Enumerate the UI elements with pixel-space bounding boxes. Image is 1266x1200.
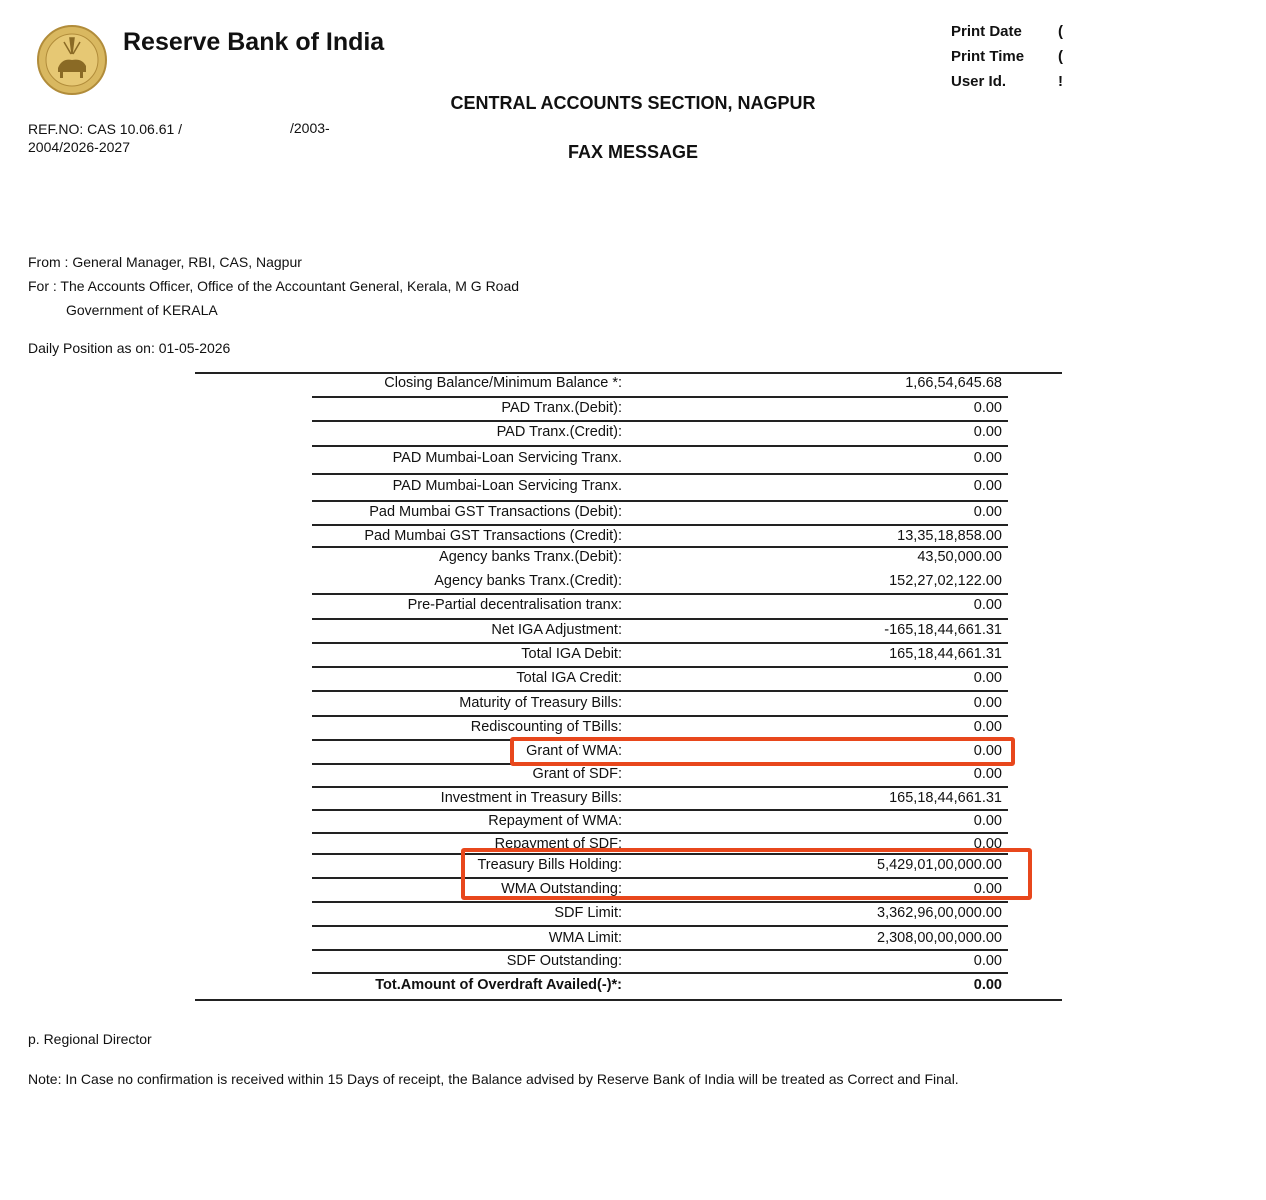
print-date-label: Print Date <box>951 23 1022 40</box>
row-label: SDF Outstanding: <box>506 953 622 969</box>
row-divider <box>312 925 1008 927</box>
government-line: Government of KERALA <box>66 302 218 318</box>
row-value: 0.00 <box>973 670 1002 686</box>
row-divider <box>312 524 1008 526</box>
row-divider <box>312 949 1008 951</box>
row-value: -165,18,44,661.31 <box>884 622 1002 638</box>
row-label: Agency banks Tranx.(Credit): <box>434 573 622 589</box>
row-value: 3,362,96,00,000.00 <box>877 905 1002 921</box>
print-time-value: ( <box>1058 48 1063 65</box>
row-value: 0.00 <box>973 450 1002 466</box>
signatory: p. Regional Director <box>28 1031 152 1047</box>
row-value: 0.00 <box>973 400 1002 416</box>
bank-name: Reserve Bank of India <box>123 28 385 56</box>
row-value: 0.00 <box>973 597 1002 613</box>
row-divider <box>312 500 1008 502</box>
row-value: 0.00 <box>973 719 1002 735</box>
row-value: 2,308,00,00,000.00 <box>877 930 1002 946</box>
row-label: Grant of WMA: <box>526 743 622 759</box>
table-bottom-rule <box>195 999 1062 1001</box>
row-divider <box>312 809 1008 811</box>
row-label: PAD Tranx.(Credit): <box>496 424 622 440</box>
from-line: From : General Manager, RBI, CAS, Nagpur <box>28 254 302 270</box>
row-divider <box>312 786 1008 788</box>
print-time-label: Print Time <box>951 48 1025 65</box>
row-label: PAD Tranx.(Debit): <box>501 400 622 416</box>
row-value: 0.00 <box>973 743 1002 759</box>
rbi-seal-icon <box>36 24 108 96</box>
ref-year: /2003- <box>290 120 330 136</box>
row-label: Closing Balance/Minimum Balance *: <box>384 375 622 391</box>
row-divider <box>312 473 1008 475</box>
highlight-grant-of-wma <box>510 737 1015 766</box>
row-divider <box>312 690 1008 692</box>
row-value: 5,429,01,00,000.00 <box>877 857 1002 873</box>
row-label: Total IGA Credit: <box>516 670 622 686</box>
row-value: 0.00 <box>973 881 1002 897</box>
overdraft-total-label: Tot.Amount of Overdraft Availed(-)*: <box>375 977 622 993</box>
row-value: 165,18,44,661.31 <box>889 646 1002 662</box>
row-value: 0.00 <box>973 836 1002 852</box>
row-label: Repayment of WMA: <box>488 813 622 829</box>
highlight-tbills-wma-outstanding <box>461 848 1032 900</box>
row-label: PAD Mumbai-Loan Servicing Tranx. <box>392 450 622 466</box>
row-value: 152,27,02,122.00 <box>889 573 1002 589</box>
row-divider <box>312 972 1008 974</box>
row-divider <box>312 396 1008 398</box>
ref-line-1: REF.NO: CAS 10.06.61 / <box>28 121 183 137</box>
daily-position-date: Daily Position as on: 01-05-2026 <box>28 340 231 356</box>
table-top-rule <box>195 372 1062 374</box>
row-value: 0.00 <box>973 695 1002 711</box>
row-label: PAD Mumbai-Loan Servicing Tranx. <box>392 478 622 494</box>
row-divider <box>312 618 1008 620</box>
user-id-label: User Id. <box>951 73 1007 90</box>
row-divider <box>312 642 1008 644</box>
row-value: 0.00 <box>973 953 1002 969</box>
section-title: CENTRAL ACCOUNTS SECTION, NAGPUR <box>450 93 816 113</box>
row-value: 0.00 <box>973 478 1002 494</box>
row-label: Repayment of SDF: <box>494 836 622 852</box>
row-label: Total IGA Debit: <box>521 646 622 662</box>
row-divider <box>312 666 1008 668</box>
row-divider <box>312 901 1008 903</box>
row-value: 0.00 <box>973 504 1002 520</box>
row-divider <box>312 546 1008 548</box>
row-value: 0.00 <box>973 424 1002 440</box>
row-label: Grant of SDF: <box>532 766 622 782</box>
row-label: Pad Mumbai GST Transactions (Credit): <box>364 528 622 544</box>
row-value: 13,35,18,858.00 <box>897 528 1002 544</box>
confirmation-note: Note: In Case no confirmation is received within 15 Days of receipt, the Balance advised by Reserve Bank of India will be treated as Correct and Final. <box>28 1071 959 1087</box>
row-value: 1,66,54,645.68 <box>905 375 1002 391</box>
row-divider <box>312 715 1008 717</box>
row-label: WMA Limit: <box>548 930 622 946</box>
row-label: Agency banks Tranx.(Debit): <box>439 549 622 565</box>
row-divider <box>312 445 1008 447</box>
row-label: Pre-Partial decentralisation tranx: <box>407 597 622 613</box>
for-line: For : The Accounts Officer, Office of the Accountant General, Kerala, M G Road <box>28 278 520 294</box>
row-divider <box>312 420 1008 422</box>
row-divider <box>312 832 1008 834</box>
row-value: 0.00 <box>973 766 1002 782</box>
row-label: Treasury Bills Holding: <box>477 857 622 873</box>
row-label: WMA Outstanding: <box>501 881 622 897</box>
row-divider <box>312 593 1008 595</box>
print-date-value: ( <box>1058 23 1063 40</box>
ref-line-2: 2004/2026-2027 <box>28 139 130 155</box>
row-value: 43,50,000.00 <box>917 549 1002 565</box>
row-label: Net IGA Adjustment: <box>491 622 622 638</box>
message-type: FAX MESSAGE <box>567 142 699 162</box>
row-value: 165,18,44,661.31 <box>889 790 1002 806</box>
overdraft-total-value: 0.00 <box>973 977 1002 993</box>
row-value: 0.00 <box>973 813 1002 829</box>
row-label: SDF Limit: <box>554 905 622 921</box>
row-label: Pad Mumbai GST Transactions (Debit): <box>369 504 622 520</box>
user-id-value: ! <box>1058 73 1063 90</box>
row-label: Maturity of Treasury Bills: <box>459 695 622 711</box>
row-label: Investment in Treasury Bills: <box>440 790 622 806</box>
row-label: Rediscounting of TBills: <box>470 719 622 735</box>
